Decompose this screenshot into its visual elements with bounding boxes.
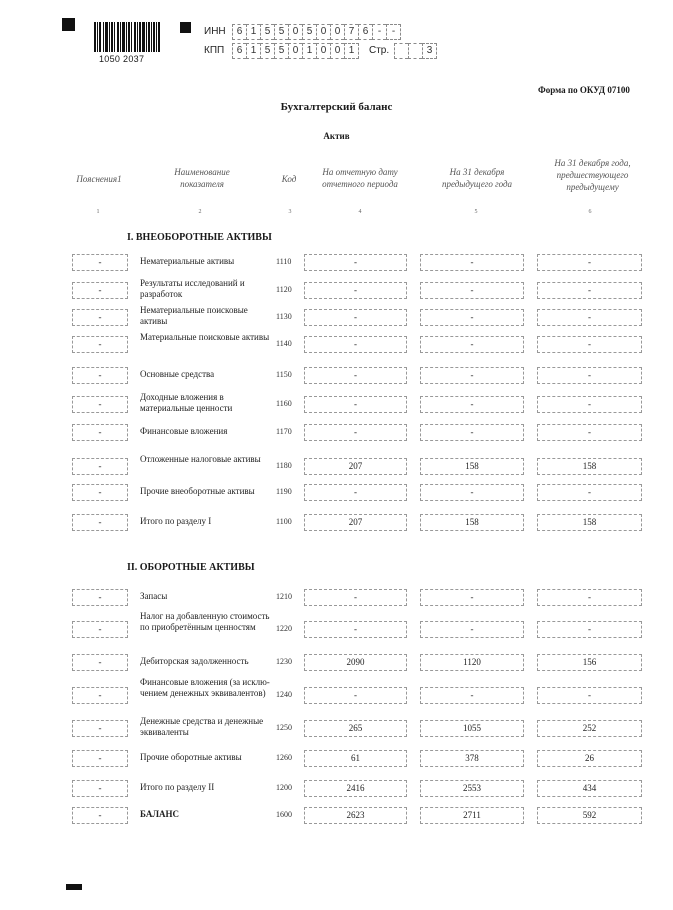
explanation-cell: - xyxy=(72,621,128,638)
value-pre-prev-year: - xyxy=(537,687,642,704)
barcode-image xyxy=(94,22,160,56)
column-number: 3 xyxy=(288,209,292,215)
value-pre-prev-year: - xyxy=(537,589,642,606)
value-prev-year: 158 xyxy=(420,514,524,531)
corner-marker-bottom-left xyxy=(66,884,82,890)
explanation-cell: - xyxy=(72,309,128,326)
explanation-cell: - xyxy=(72,424,128,441)
value-pre-prev-year: - xyxy=(537,282,642,299)
value-prev-year: - xyxy=(420,424,524,441)
digit-cell: 3 xyxy=(422,43,437,59)
section-title-noncurrent-assets: I. ВНЕОБОРОТНЫЕ АКТИВЫ xyxy=(127,232,272,243)
value-prev-year: 2711 xyxy=(420,807,524,824)
value-reporting-date: 207 xyxy=(304,458,407,475)
indicator-code: 1220 xyxy=(276,624,292,633)
explanation-cell: - xyxy=(72,807,128,824)
digit-cell: - xyxy=(372,24,386,40)
indicator-name: Нематериальные активы xyxy=(140,256,235,266)
value-prev-year: 1120 xyxy=(420,654,524,671)
page-label: Стр. xyxy=(369,45,390,56)
column-header-pre-prev-year: На 31 декабря года, предшествующего предыдущему xyxy=(554,158,631,192)
digit-cell: 5 xyxy=(302,24,316,40)
indicator-name: Запасы xyxy=(140,591,168,601)
value-pre-prev-year: - xyxy=(537,484,642,501)
inn-cells xyxy=(232,24,401,40)
digit-cell: 5 xyxy=(260,43,274,59)
value-prev-year: - xyxy=(420,621,524,638)
indicator-code: 1170 xyxy=(276,427,292,436)
digit-cell: - xyxy=(386,24,401,40)
indicator-code: 1600 xyxy=(276,810,292,819)
digit-cell: 5 xyxy=(274,24,288,40)
value-prev-year: 378 xyxy=(420,750,524,767)
indicator-name: Дебиторская задолженность xyxy=(140,656,249,666)
digit-cell xyxy=(408,43,422,59)
column-header-indicator: Наименование показателя xyxy=(174,167,230,189)
value-prev-year: - xyxy=(420,282,524,299)
indicator-name: Финансовые вложения (за исклю- чением денежных эквивалентов) xyxy=(140,677,270,698)
explanation-cell: - xyxy=(72,589,128,606)
column-header-prev-year: На 31 декабря предыдущего года xyxy=(441,167,513,189)
page-number-cells xyxy=(394,43,437,59)
digit-cell: 0 xyxy=(288,43,302,59)
column-number: 1 xyxy=(96,209,100,215)
indicator-code: 1130 xyxy=(276,312,292,321)
kpp-label: КПП xyxy=(204,45,225,56)
corner-marker-top-left xyxy=(62,18,75,31)
digit-cell: 0 xyxy=(330,24,344,40)
value-pre-prev-year: - xyxy=(537,336,642,353)
digit-cell: 6 xyxy=(232,43,246,59)
digit-cell: 6 xyxy=(232,24,246,40)
indicator-code: 1240 xyxy=(276,690,292,699)
value-prev-year: - xyxy=(420,336,524,353)
indicator-code: 1190 xyxy=(276,487,292,496)
explanation-cell: - xyxy=(72,336,128,353)
digit-cell xyxy=(394,43,408,59)
indicator-name: Доходные вложения в материальные ценности xyxy=(140,392,233,413)
okud-code: Форма по ОКУД 07100 xyxy=(538,85,630,95)
digit-cell: 0 xyxy=(316,24,330,40)
value-reporting-date: - xyxy=(304,254,407,271)
digit-cell: 0 xyxy=(316,43,330,59)
value-prev-year: - xyxy=(420,254,524,271)
digit-cell: 6 xyxy=(358,24,372,40)
value-prev-year: 2553 xyxy=(420,780,524,797)
indicator-name: Денежные средства и денежные эквиваленты xyxy=(140,716,264,737)
value-pre-prev-year: 592 xyxy=(537,807,642,824)
indicator-name: Итого по разделу I xyxy=(140,516,212,526)
value-reporting-date: - xyxy=(304,424,407,441)
column-number: 5 xyxy=(474,209,478,215)
value-prev-year: 158 xyxy=(420,458,524,475)
value-prev-year: 1055 xyxy=(420,720,524,737)
explanation-cell: - xyxy=(72,780,128,797)
value-reporting-date: - xyxy=(304,484,407,501)
indicator-code: 1150 xyxy=(276,370,292,379)
value-reporting-date: 265 xyxy=(304,720,407,737)
value-pre-prev-year: 158 xyxy=(537,458,642,475)
indicator-code: 1260 xyxy=(276,753,292,762)
indicator-code: 1200 xyxy=(276,783,292,792)
value-pre-prev-year: - xyxy=(537,396,642,413)
section-title-current-assets: II. ОБОРОТНЫЕ АКТИВЫ xyxy=(127,562,255,573)
value-reporting-date: - xyxy=(304,687,407,704)
value-reporting-date: 2623 xyxy=(304,807,407,824)
value-prev-year: - xyxy=(420,367,524,384)
indicator-name: Результаты исследований и разработок xyxy=(140,278,245,299)
indicator-code: 1250 xyxy=(276,723,292,732)
value-pre-prev-year: 26 xyxy=(537,750,642,767)
indicator-name: Основные средства xyxy=(140,369,215,379)
indicator-code: 1100 xyxy=(276,517,292,526)
column-number: 2 xyxy=(198,209,202,215)
corner-marker-top-right xyxy=(180,22,191,33)
document-title: Бухгалтерский баланс xyxy=(280,101,393,113)
indicator-name: Налог на добавленную стоимость по приобретённым ценностям xyxy=(140,611,270,632)
value-reporting-date: 2090 xyxy=(304,654,407,671)
indicator-code: 1110 xyxy=(276,257,292,266)
value-pre-prev-year: 434 xyxy=(537,780,642,797)
kpp-cells xyxy=(232,43,359,59)
value-pre-prev-year: 252 xyxy=(537,720,642,737)
value-pre-prev-year: 156 xyxy=(537,654,642,671)
digit-cell: 7 xyxy=(344,24,358,40)
value-prev-year: - xyxy=(420,309,524,326)
digit-cell: 0 xyxy=(330,43,344,59)
value-prev-year: - xyxy=(420,687,524,704)
value-pre-prev-year: - xyxy=(537,367,642,384)
explanation-cell: - xyxy=(72,514,128,531)
indicator-code: 1140 xyxy=(276,339,292,348)
indicator-name: Прочие оборотные активы xyxy=(140,752,242,762)
section-subtitle: Актив xyxy=(323,131,350,141)
value-reporting-date: - xyxy=(304,282,407,299)
indicator-name: Прочие внеоборотные активы xyxy=(140,486,255,496)
value-reporting-date: - xyxy=(304,621,407,638)
digit-cell: 1 xyxy=(246,24,260,40)
column-number: 4 xyxy=(358,209,362,215)
indicator-code: 1160 xyxy=(276,399,292,408)
digit-cell: 1 xyxy=(344,43,359,59)
indicator-code: 1180 xyxy=(276,461,292,470)
value-pre-prev-year: - xyxy=(537,254,642,271)
digit-cell: 5 xyxy=(274,43,288,59)
indicator-code: 1120 xyxy=(276,285,292,294)
indicator-code: 1210 xyxy=(276,592,292,601)
digit-cell: 0 xyxy=(288,24,302,40)
column-header-explanations: Пояснения1 xyxy=(76,174,122,184)
value-reporting-date: - xyxy=(304,367,407,384)
explanation-cell: - xyxy=(72,687,128,704)
inn-label: ИНН xyxy=(204,26,226,37)
value-reporting-date: - xyxy=(304,336,407,353)
indicator-name: Финансовые вложения xyxy=(140,426,228,436)
value-reporting-date: 2416 xyxy=(304,780,407,797)
indicator-code: 1230 xyxy=(276,657,292,666)
value-pre-prev-year: - xyxy=(537,309,642,326)
value-prev-year: - xyxy=(420,589,524,606)
column-header-code: Код xyxy=(281,174,297,184)
indicator-name: Отложенные налоговые активы xyxy=(140,454,261,464)
column-header-reporting: На отчетную дату отчетного периода xyxy=(322,167,398,189)
explanation-cell: - xyxy=(72,654,128,671)
value-reporting-date: 61 xyxy=(304,750,407,767)
explanation-cell: - xyxy=(72,367,128,384)
value-reporting-date: - xyxy=(304,589,407,606)
explanation-cell: - xyxy=(72,254,128,271)
indicator-name: Итого по разделу II xyxy=(140,782,215,792)
explanation-cell: - xyxy=(72,282,128,299)
barcode-number: 1050 2037 xyxy=(99,54,145,64)
explanation-cell: - xyxy=(72,396,128,413)
indicator-name: Нематериальные поисковые активы xyxy=(140,305,248,326)
value-prev-year: - xyxy=(420,396,524,413)
value-reporting-date: - xyxy=(304,396,407,413)
column-number: 6 xyxy=(588,209,592,215)
digit-cell: 1 xyxy=(246,43,260,59)
indicator-name: Материальные поисковые активы xyxy=(140,332,270,342)
explanation-cell: - xyxy=(72,750,128,767)
value-pre-prev-year: - xyxy=(537,424,642,441)
value-pre-prev-year: - xyxy=(537,621,642,638)
digit-cell: 5 xyxy=(260,24,274,40)
explanation-cell: - xyxy=(72,484,128,501)
value-reporting-date: - xyxy=(304,309,407,326)
indicator-name: БАЛАНС xyxy=(140,809,180,819)
value-prev-year: - xyxy=(420,484,524,501)
digit-cell: 1 xyxy=(302,43,316,59)
value-pre-prev-year: 158 xyxy=(537,514,642,531)
explanation-cell: - xyxy=(72,458,128,475)
explanation-cell: - xyxy=(72,720,128,737)
value-reporting-date: 207 xyxy=(304,514,407,531)
